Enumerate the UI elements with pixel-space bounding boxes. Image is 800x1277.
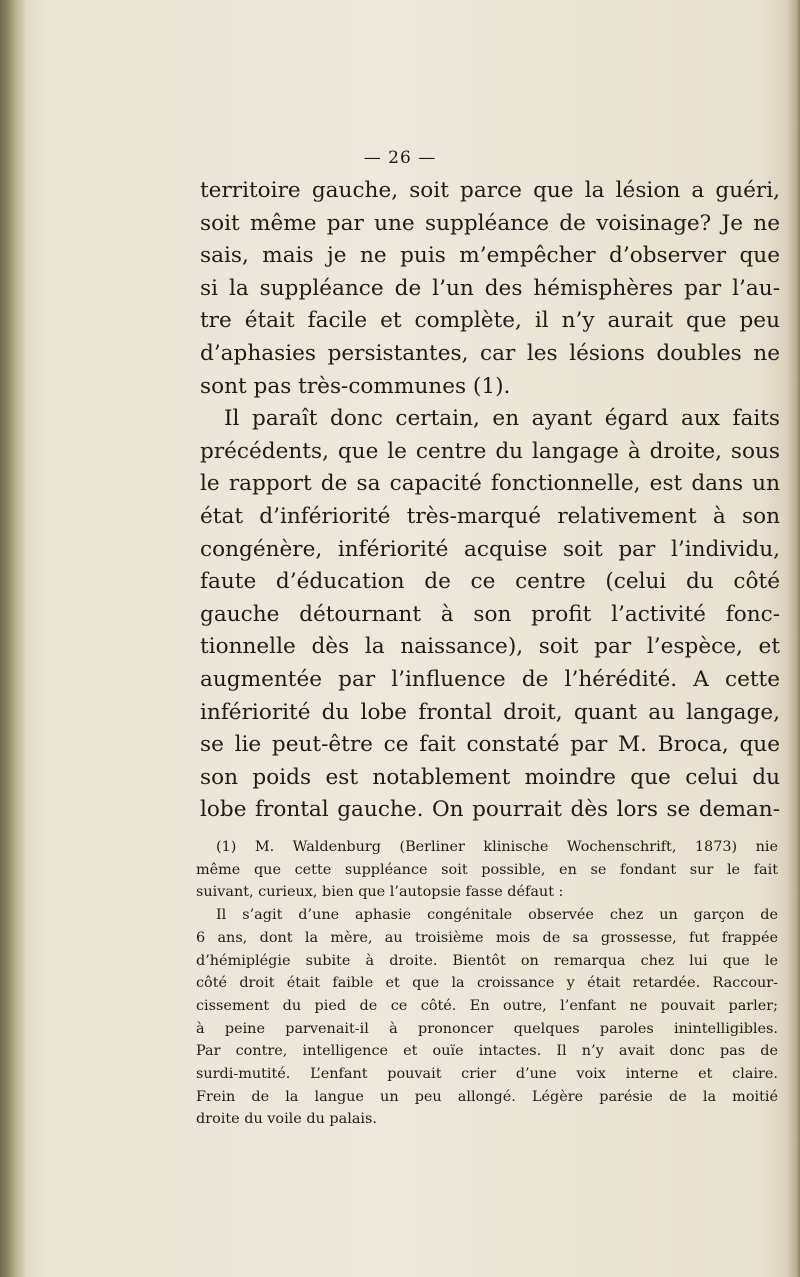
footnote-line: cissement du pied de ce côté. En outre, l’enfant ne pouvait parler;	[196, 997, 778, 1014]
footnote-line: droite du voile du palais.	[196, 1111, 377, 1128]
text-line: Il paraît donc certain, en ayant égard aux faits	[224, 406, 780, 432]
footnote-line: surdi-mutité. L’enfant pouvait crier d’une voix interne et claire.	[196, 1066, 778, 1083]
text-line: congénère, infériorité acquise soit par l’individu,	[200, 536, 780, 562]
text-line: état d’infériorité très-marqué relativement à son	[200, 503, 780, 529]
text-line: tionnelle dès la naissance), soit par l’espèce, et	[200, 634, 780, 660]
footnote-line: Il s’agit d’une aphasie congénitale observée chez un garçon de	[216, 907, 778, 924]
text-line: sont pas très-communes (1).	[200, 373, 511, 399]
text-line: le rapport de sa capacité fonctionnelle, est dans un	[200, 471, 780, 497]
text-line: si la suppléance de l’un des hémisphères par l’au-	[200, 275, 780, 301]
main-text	[200, 175, 780, 827]
page-edge	[786, 0, 800, 1277]
footnote-line: (1) M. Waldenburg (Berliner klinische Wochenschrift, 1873) nie	[216, 839, 778, 855]
text-line: gauche détournant à son profit l’activité fonc-	[200, 601, 780, 627]
text-line: son poids est notablement moindre que celui du	[200, 764, 780, 790]
footnote-line: d’hémiplégie subite à droite. Bientôt on remarqua chez lui que le	[196, 952, 778, 969]
text-line: lobe frontal gauche. On pourrait dès lors se deman-	[200, 797, 780, 823]
footnote-line: Frein de la langue un peu allongé. Légère parésie de la moitié	[196, 1088, 778, 1105]
footnote-line: côté droit était faible et que la croissance y était retardée. Raccour-	[196, 975, 778, 992]
footnote	[196, 836, 778, 1131]
text-line: d’aphasies persistantes, car les lésions doubles ne	[200, 340, 780, 366]
text-line: augmentée par l’influence de l’hérédité. A cette	[200, 666, 780, 692]
footnote-line: à peine parvenait-il à prononcer quelques paroles inintelligibles.	[196, 1020, 778, 1037]
text-line: faute d’éducation de ce centre (celui du côté	[200, 569, 780, 595]
footnote-line: même que cette suppléance soit possible, en se fondant sur le fait	[196, 861, 778, 878]
footnote-line: 6 ans, dont la mère, au troisième mois de sa grossesse, fut frappée	[196, 929, 778, 946]
text-line: infériorité du lobe frontal droit, quant au langage,	[200, 699, 780, 725]
footnote-line: Par contre, intelligence et ouïe intactes. Il n’y avait donc pas de	[196, 1043, 778, 1060]
text-line: territoire gauche, soit parce que la lésion a guéri,	[200, 178, 780, 203]
text-line: se lie peut-être ce fait constaté par M. Broca, que	[200, 732, 780, 758]
page-number: — 26 —	[363, 148, 437, 168]
text-line: précédents, que le centre du langage à droite, sous	[200, 438, 780, 464]
text-line: sais, mais je ne puis m’empêcher d’observer que	[200, 243, 780, 269]
text-line: tre était facile et complète, il n’y aurait que peu	[200, 308, 780, 334]
footnote-line: suivant, curieux, bien que l’autopsie fasse défaut :	[196, 884, 564, 901]
text-line: soit même par une suppléance de voisinage? Je ne	[200, 210, 780, 236]
book-binding-edge	[0, 0, 26, 1277]
